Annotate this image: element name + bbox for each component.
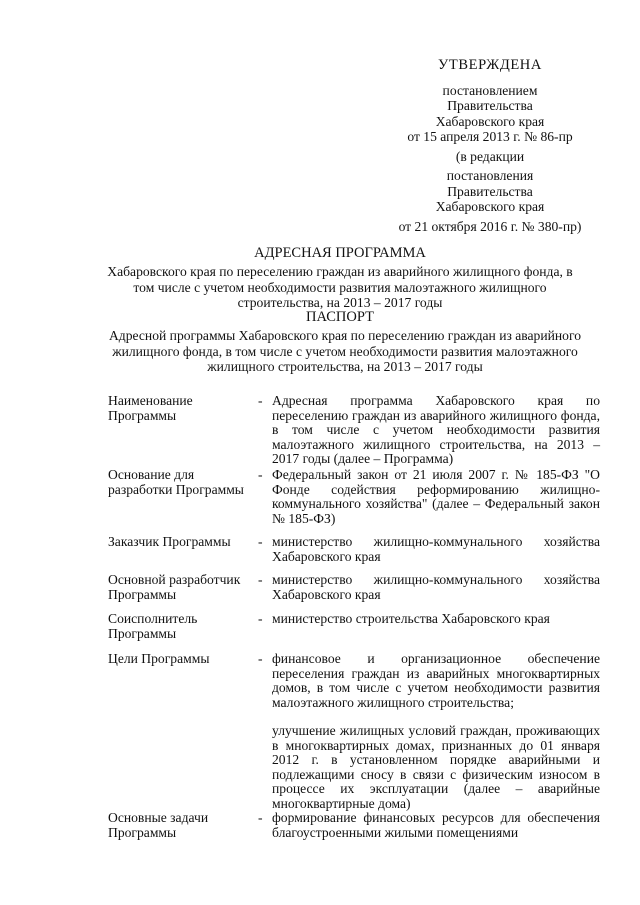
row-paragraph: министерство строительства Хабаровского края [272,611,550,626]
row-paragraph: формирование финансовых ресурсов для обеспечения благоустроенными жилыми помещениями [272,810,600,840]
row-label: Соисполнитель Программы [108,611,198,641]
row-dash: - [258,467,263,482]
row-text [272,811,600,854]
approval-line: от 15 апреля 2013 г. № 86-пр [407,129,573,144]
row-dash: - [258,810,263,825]
program-title: АДРЕСНАЯ ПРОГРАММА [254,245,426,261]
edition-line: от 21 октября 2016 г. № 380-пр) [398,218,582,234]
program-subtitle: Хабаровского края по переселению граждан из аварийного жилищного фонда, в том числе с учетом необходимости развития малоэтажного жилищного строительства, на 2013 – 2017 годы [107,264,573,310]
edition-line: (в редакции [455,148,525,164]
passport-subtitle: Адресной программы Хабаровского края по переселению граждан из аварийного жилищного фонда, в том числе с учетом необходимости развития малоэтажного жилищного строительства, на 2013 – 2017 годы [108,328,581,374]
row-dash: - [258,572,263,587]
row-text [272,612,600,641]
passport-title: ПАСПОРТ [306,309,374,325]
row-dash: - [258,611,263,626]
row-label: Цели Программы [108,651,210,666]
row-label: Заказчик Программы [108,534,231,549]
approval-line: постановлением [442,82,538,98]
row-label: Наименование Программы [108,393,193,423]
row-label: Основные задачи Программы [108,810,209,840]
row-paragraph: Адресная программа Хабаровского края по переселению граждан из аварийного жилищного фонда, в том числе с учетом необходимости развития малоэтажного жилищного строительства, на 2013 – 2017 годы (далее – Программа) [272,393,600,466]
row-paragraph: министерство жилищно-коммунального хозяйства Хабаровского края [272,572,600,602]
row-paragraph: министерство жилищно-коммунального хозяйства Хабаровского края [272,534,600,564]
row-dash: - [258,393,263,408]
approval-heading: УТВЕРЖДЕНА [438,57,542,73]
approval-line: Хабаровского края [435,113,545,129]
row-dash: - [258,534,263,549]
edition-line: Хабаровского края [435,199,545,214]
row-text [272,468,600,540]
approval-line: Правительства [447,98,533,113]
row-dash: - [258,651,263,666]
approval-block [380,58,600,234]
row-text [272,573,600,616]
edition-line: постановления [446,168,534,183]
row-paragraph: улучшение жилищных условий граждан, проживающих в многоквартирных домах, признанных до 01 января 2012 г. в установленном порядке аварийными и подлежащими сносу в связи с физическим износом в процессе их эксплуатации (далее – аварийные многоквартирные дома) [272,723,600,811]
row-paragraph: Федеральный закон от 21 июля 2007 г. № 185-ФЗ "О Фонде содействия реформированию жилищно-коммунального хозяйства" (далее – Федеральный закон № 185-ФЗ) [272,467,600,526]
edition-line: Правительства [447,183,533,199]
row-paragraph: финансовое и организационное обеспечение переселения граждан из аварийных многоквартирных домов, в том числе с учетом необходимости развития малоэтажного жилищного строительства; [272,651,600,710]
row-label: Основной разработчик Программы [108,572,241,602]
row-label: Основание для разработки Программы [108,467,244,497]
row-text [272,652,600,825]
